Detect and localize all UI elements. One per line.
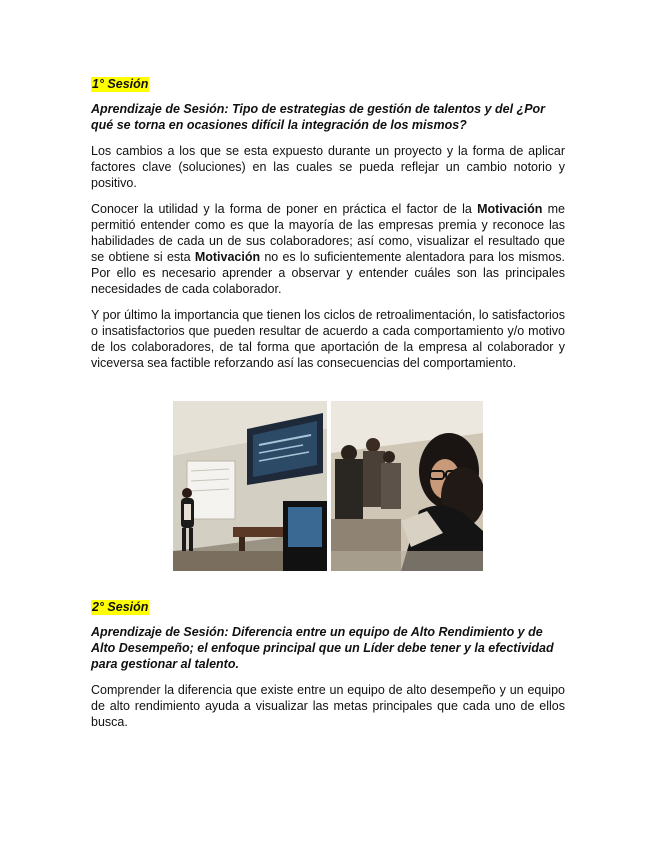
paragraph-text: no es lo suficientemente alentadora para los mismos. Por ello es necesario aprender a observar y entender cuáles son las principales necesidades de cada colaborador.: [91, 250, 565, 296]
session-1-paragraph-1: Los cambios a los que se esta expuesto durante un proyecto y la forma de aplicar factores clave (soluciones) en las cuales se pueda reflejar un cambio notorio y positivo.: [91, 144, 565, 190]
presentation-photo: [173, 401, 327, 571]
session-1-paragraph-2: [91, 201, 565, 297]
session-1-paragraph-3: Y por último la importancia que tienen los ciclos de retroalimentación, lo satisfactorios o insatisfactorios que pueden resultar de acuerdo a cada comportamiento y/o motivo de los colaboradores, de tal forma que aportación de la empresa al colaborador y viceversa sea factible reforzando así las consecuencias del comportamiento.: [91, 308, 565, 370]
session-2-label: 2° Sesión: [92, 600, 149, 614]
session-1-label: 1° Sesión: [92, 77, 149, 91]
bold-term: Motivación: [477, 202, 543, 216]
document-content: [91, 75, 565, 740]
session-2-paragraph-1: Comprender la diferencia que existe entre un equipo de alto desempeño y un equipo de alto rendimiento ayuda a visualizar las metas principales que cada uno de ellos busca.: [91, 683, 565, 729]
session-1-title: Aprendizaje de Sesión: Tipo de estrategias de gestión de talentos y del ¿Por qué se torna en ocasiones difícil la integración de los mismos?: [91, 102, 546, 132]
bold-term: Motivación: [194, 250, 261, 264]
paragraph-text: Conocer la utilidad y la forma de poner en práctica el factor de la: [91, 202, 478, 216]
session-2-title: Aprendizaje de Sesión: Diferencia entre un equipo de Alto Rendimiento y de Alto Desempeño; el enfoque principal que un Líder debe tener y la efectividad para gestionar al talento.: [91, 625, 554, 671]
paragraph-text: me permitió entender como es que la mayoría de las empresas premia y reconoce las habilidades de cada un de sus colaboradores; así como, visualizar el resultado que se obtiene si esta: [91, 202, 565, 264]
session-photos: [173, 401, 483, 571]
student-photo: [331, 401, 483, 571]
